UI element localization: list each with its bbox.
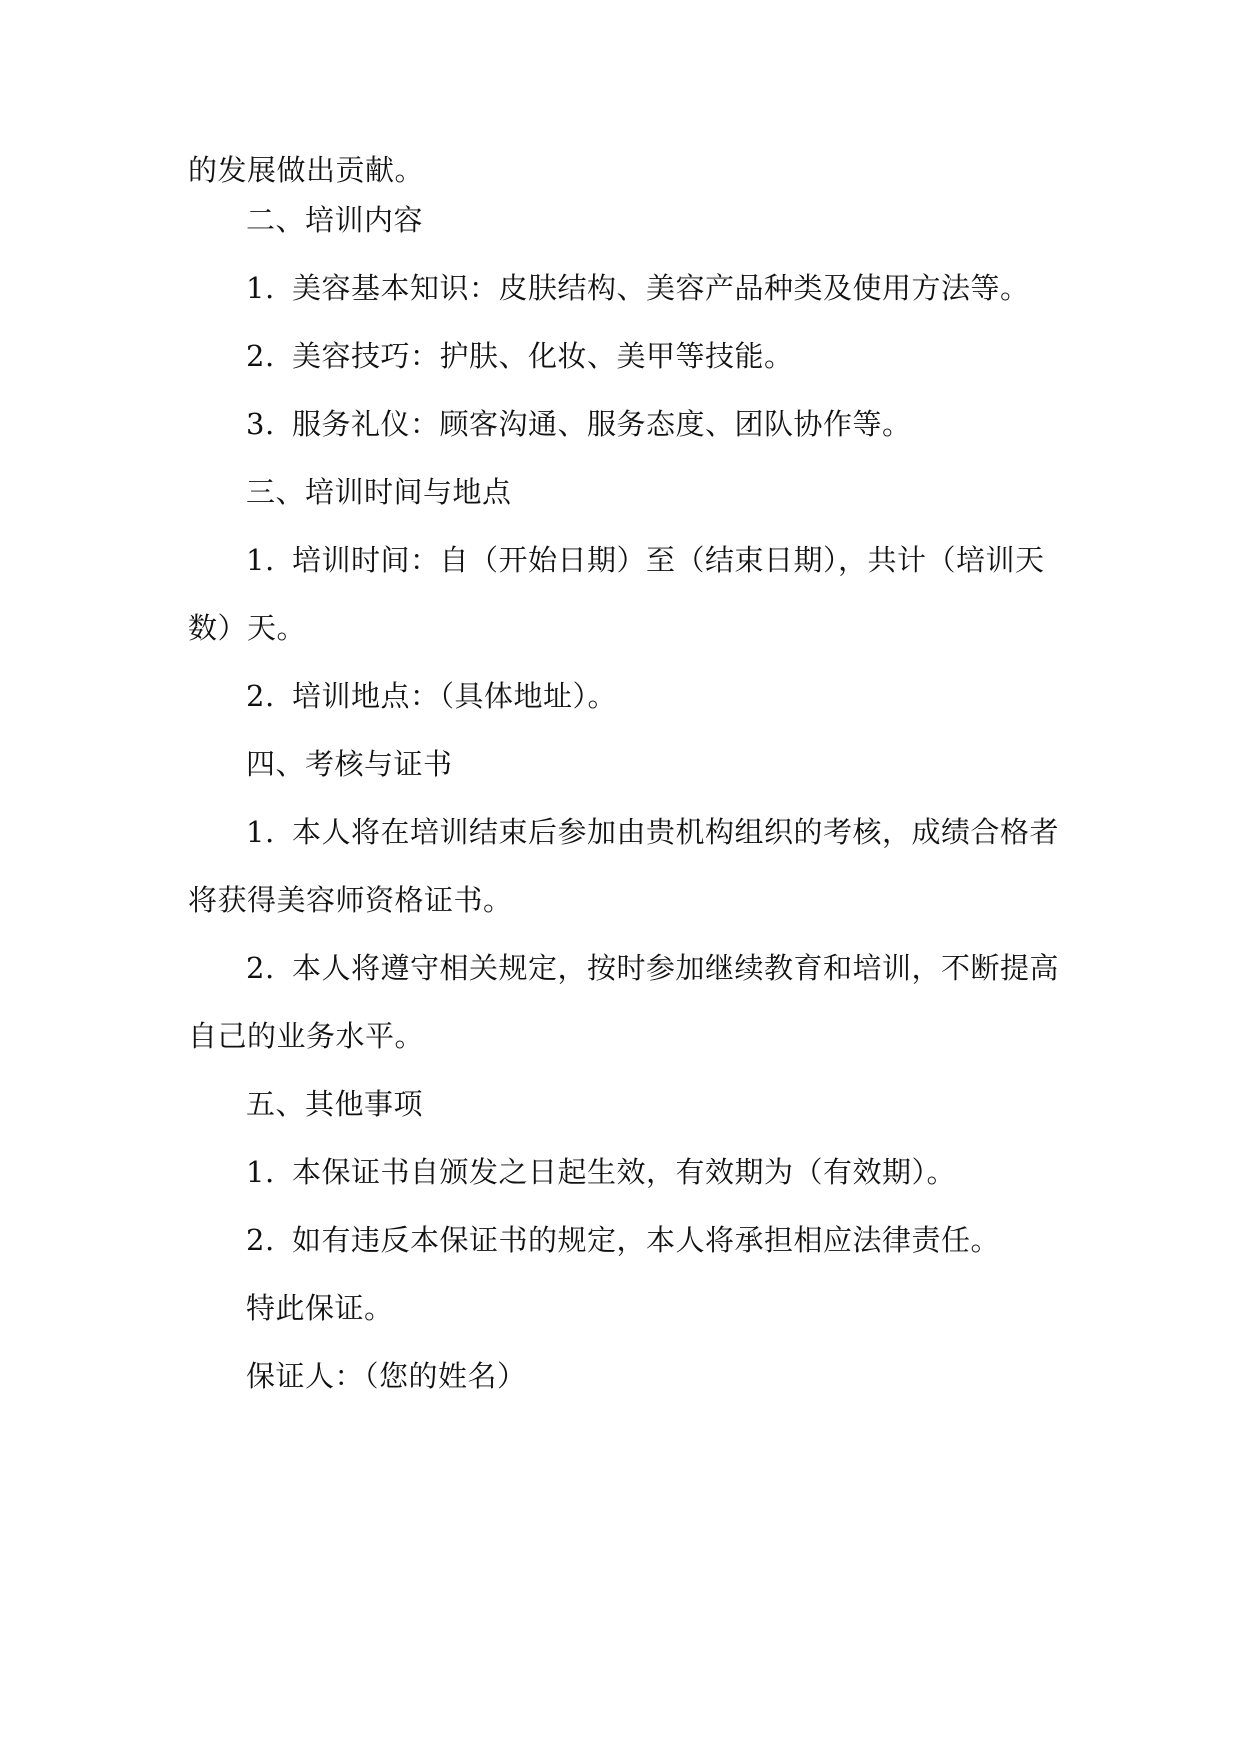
item-number: 1. — [246, 1155, 275, 1189]
item-number: 2. — [246, 1223, 275, 1257]
item-number: 1. — [246, 815, 275, 849]
item-text: 服务礼仪：顾客沟通、服务态度、团队协作等。 — [292, 407, 912, 441]
section-heading-training-content — [246, 200, 423, 240]
item-number: 1. — [246, 543, 275, 577]
line-text: 五、其他事项 — [246, 1087, 424, 1121]
item-number: 3. — [246, 407, 275, 441]
item-number: 2. — [246, 679, 275, 713]
paragraph-continuation — [188, 608, 306, 648]
item-text: 如有违反本保证书的规定，本人将承担相应法律责任。 — [292, 1223, 1001, 1257]
line-text: 的发展做出贡献。 — [188, 153, 425, 187]
item-text: 美容技巧：护肤、化妆、美甲等技能。 — [292, 339, 794, 373]
item-text: 本人将遵守相关规定，按时参加继续教育和培训，不断提高 — [292, 951, 1060, 985]
section-heading-other — [246, 1084, 423, 1124]
list-item — [246, 1152, 956, 1192]
list-item — [246, 404, 912, 444]
list-item — [246, 268, 1030, 308]
line-text: 将获得美容师资格证书。 — [188, 883, 513, 917]
item-number: 2. — [246, 951, 275, 985]
paragraph-continuation — [188, 1016, 424, 1056]
list-item — [246, 1220, 1000, 1260]
list-item — [246, 948, 1059, 988]
item-text: 培训时间：自（开始日期）至（结束日期），共计（培训天 — [292, 543, 1045, 577]
item-number: 2. — [246, 339, 275, 373]
paragraph-continuation — [188, 880, 513, 920]
item-text: 培训地点：（具体地址）。 — [292, 679, 618, 713]
list-item — [246, 676, 617, 716]
line-text: 自己的业务水平。 — [188, 1019, 425, 1053]
guarantor-signature-line — [246, 1356, 527, 1396]
line-text: 三、培训时间与地点 — [246, 475, 512, 509]
section-heading-assessment — [246, 744, 453, 784]
line-text: 四、考核与证书 — [246, 747, 453, 781]
line-text: 二、培训内容 — [246, 203, 424, 237]
list-item — [246, 336, 794, 376]
item-text: 本保证书自颁发之日起生效，有效期为（有效期）。 — [292, 1155, 957, 1189]
item-text: 美容基本知识：皮肤结构、美容产品种类及使用方法等。 — [292, 271, 1030, 305]
line-text: 保证人：（您的姓名） — [246, 1359, 527, 1393]
item-text: 本人将在培训结束后参加由贵机构组织的考核，成绩合格者 — [292, 815, 1060, 849]
list-item — [246, 540, 1045, 580]
section-heading-time-location — [246, 472, 512, 512]
line-text: 数）天。 — [188, 611, 307, 645]
paragraph-continuation — [188, 150, 424, 190]
item-number: 1. — [246, 271, 275, 305]
list-item — [246, 812, 1059, 852]
line-text: 特此保证。 — [246, 1291, 394, 1325]
closing-statement — [246, 1288, 394, 1328]
